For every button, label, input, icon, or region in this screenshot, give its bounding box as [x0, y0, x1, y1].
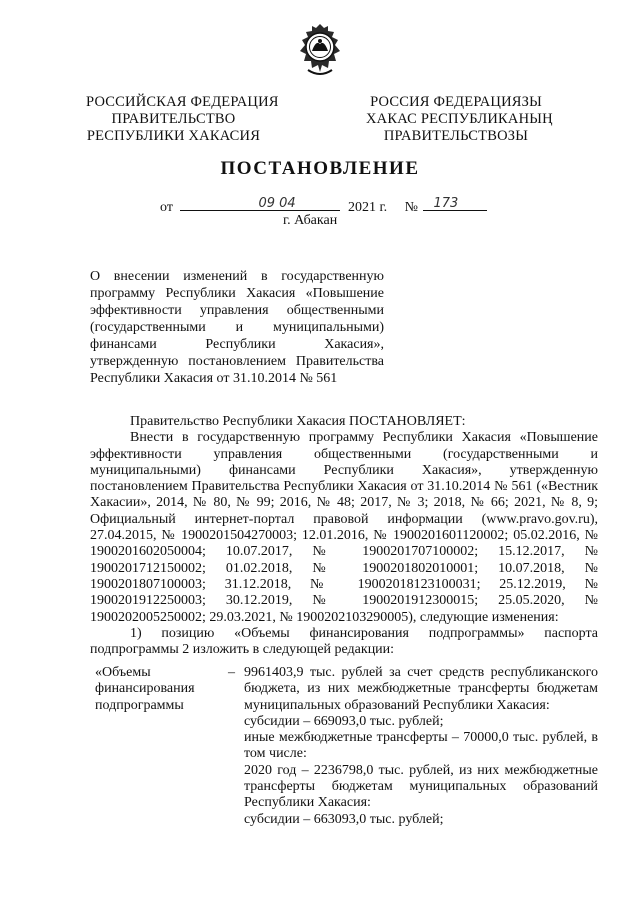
table-value-line: субсидии – 663093,0 тыс. рублей;: [244, 811, 444, 827]
number-sign: №: [404, 200, 418, 215]
subject-text: О внесении изменений в государственную программу Республики Хакасия «Повышение эффективности управления общественными (государственными и муниципальными) финансами Республики Хакасия», утвержденную постановлением Правительства Республики Хакасия от 31.10.2014 № 561: [90, 269, 384, 386]
table-label-cell: «Объемы финансирования подпрограммы: [95, 665, 195, 713]
body-paragraph: Внести в государственную программу Республики Хакасия «Повышение эффективности управления общественными (государственными и муниципальными) финансами Республики Хакасия», утвержденную постановлением Правительства Республики Хакасия от 31.10.2014 № 561 («Вестник Хакасии», 2014, № 80, № 99; 2016, № 48; 2017, № 3; 2018, № 66; 2021, № 8, 9; Официальный интернет-портал правовой информации (www.pravo.gov.ru), 27.04.2015, № 1900201504270003; 12.01.2016, № 1900201601120002; 05.02.2016, № 1900201602050004; 10.07.2017, № 1900201707100002; 15.12.2017, № 1900201712150002; 01.02.2018, № 1900201802010001; 10.07.2018, № 1900201807100003; 31.12.2018, № 19002018123100031; 25.12.2019, № 1900201912250003; 30.12.2019, № 1900201912300015; 25.05.2020, № 1900202005250002; 29.03.2021, № 1900202103290005), следующие изменения:: [90, 430, 598, 625]
number-handwritten: 173: [433, 196, 459, 211]
table-value-cell: [244, 665, 598, 828]
table-value-line: субсидии – 669093,0 тыс. рублей;: [244, 713, 444, 729]
date-prefix: от: [160, 200, 173, 215]
header-right-line: ХАКАС РЕСПУБЛИКАНЫҢ: [366, 111, 553, 127]
header-right-line: ПРАВИТЕЛЬСТВОЗЫ: [383, 128, 529, 144]
number-field: [423, 196, 487, 211]
table-value-line: иные межбюджетные трансферты – 70000,0 тыс. рублей, в том числе:: [244, 730, 598, 762]
header-left-line: РОССИЙСКАЯ ФЕДЕРАЦИЯ: [86, 94, 279, 110]
header-left: [86, 94, 279, 145]
table-value-line: 2020 год – 2236798,0 тыс. рублей, из них межбюджетные трансферты бюджетам муниципальных образований Республики Хакасия:: [244, 762, 598, 811]
year-label: 2021 г.: [347, 200, 388, 215]
table-dash: –: [228, 665, 235, 680]
document-title: ПОСТАНОВЛЕНИЕ: [220, 158, 420, 179]
header-left-line: ПРАВИТЕЛЬСТВО: [111, 111, 236, 127]
date-handwritten: 09 04: [258, 196, 296, 211]
body-paragraph: Правительство Республики Хакасия ПОСТАНОВЛЯЕТ:: [130, 414, 466, 429]
header-right-line: РОССИЯ ФЕДЕРАЦИЯЗЫ: [370, 94, 542, 110]
city-label: г. Абакан: [283, 213, 338, 228]
body-paragraph: 1) позицию «Объемы финансирования подпрограммы» паспорта подпрограммы 2 изложить в следующей редакции:: [90, 625, 598, 658]
header-left-line: РЕСПУБЛИКИ ХАКАСИЯ: [86, 128, 261, 144]
header-right: [366, 94, 553, 145]
coat-of-arms-icon: [294, 20, 346, 80]
body-text: [90, 414, 598, 658]
table-value-line: 9961403,9 тыс. рублей за счет средств республиканского бюджета, из них межбюджетные трансферты бюджетам муниципальных образований Республики Хакасия:: [244, 665, 598, 713]
date-field: [180, 196, 340, 211]
